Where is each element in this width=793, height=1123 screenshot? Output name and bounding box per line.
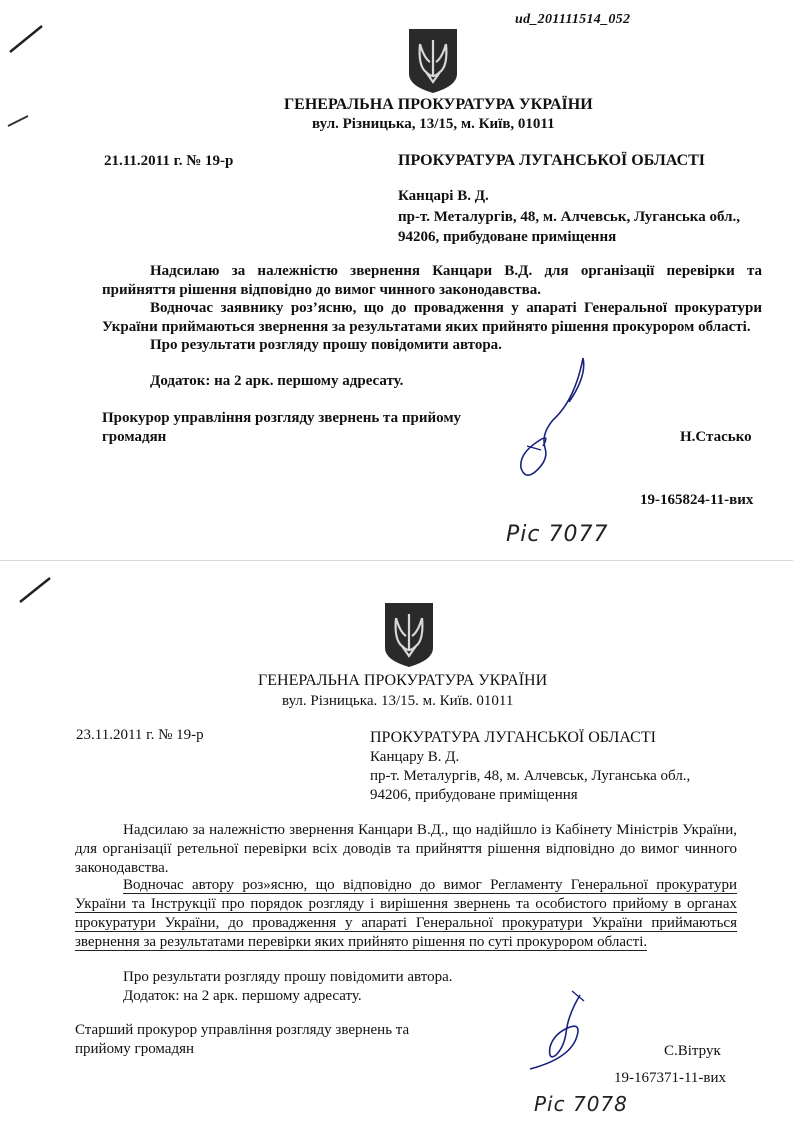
- recipient-name: Канцарі В. Д.: [398, 188, 489, 204]
- signer-title-line-1: Старший прокурор управління розгляду звернень та: [75, 1022, 410, 1038]
- recipient-org: ПРОКУРАТУРА ЛУГАНСЬКОЇ ОБЛАСТІ: [370, 729, 656, 746]
- signature: [510, 985, 600, 1085]
- recipient-address-line-2: 94206, прибудоване приміщення: [370, 787, 578, 803]
- signer-name: С.Вітрук: [664, 1043, 721, 1059]
- date-number: 21.11.2011 г. № 19-р: [104, 153, 234, 169]
- signer-title-line-2: прийому громадян: [75, 1041, 195, 1057]
- outgoing-number: 19-167371-11-вих: [614, 1070, 727, 1086]
- signature: [505, 350, 595, 490]
- handwritten-registration: Pic 7077: [506, 522, 609, 547]
- recipient-name: Канцару В. Д.: [370, 749, 460, 765]
- scan-separator: [0, 560, 793, 561]
- body-paragraph-1: Надсилаю за належністю звернення Канцари В.Д., що надійшло із Кабінету Міністрів України, для організації ретельної перевірки всіх доводів та прийняття рішення відповідно до вимог чинного законодавства.: [75, 822, 737, 876]
- outgoing-number: 19-165824-11-вих: [640, 492, 754, 508]
- trident-emblem-icon: [382, 600, 436, 670]
- body-paragraph-1: Надсилаю за належністю звернення Канцари В.Д. для організації перевірки та прийняття рішення відповідно до вимог чинного законодавства.: [102, 263, 762, 298]
- recipient-address-line-2: 94206, прибудоване приміщення: [398, 229, 617, 245]
- document-code: ud_201111514_052: [515, 12, 631, 27]
- org-title: ГЕНЕРАЛЬНА ПРОКУРАТУРА УКРАЇНИ: [284, 96, 593, 113]
- recipient-address-line-1: пр-т. Металургів, 48, м. Алчевськ, Луганська обл.,: [398, 209, 741, 225]
- org-address: вул. Різницька. 13/15. м. Київ. 01011: [282, 693, 514, 709]
- org-title: ГЕНЕРАЛЬНА ПРОКУРАТУРА УКРАЇНИ: [258, 672, 548, 689]
- punch-mark: [4, 110, 34, 130]
- trident-emblem-icon: [406, 26, 460, 96]
- date-number: 23.11.2011 г. № 19-р: [76, 727, 204, 743]
- recipient-address-line-1: пр-т. Металургів, 48, м. Алчевськ, Луганська обл.,: [370, 768, 691, 784]
- signer-name: Н.Стасько: [680, 429, 752, 445]
- underlined-text: Водночас автору роз»ясню, що відповідно до вимог Регламенту Генеральної прокуратури України та Інструкції про порядок розгляду і вирішення звернень та особистого прийому в органах прокуратури України, до провадження у апараті Генеральної прокуратури України приймаються звернення за результатами перевірки яких прийнято рішення по суті прокурором області.: [75, 877, 737, 950]
- attachment-note: Додаток: на 2 арк. першому адресату.: [123, 988, 362, 1004]
- attachment-note: Додаток: на 2 арк. першому адресату.: [150, 373, 404, 389]
- handwritten-registration: Pic 7078: [534, 1092, 628, 1116]
- punch-mark: [14, 570, 58, 610]
- recipient-org: ПРОКУРАТУРА ЛУГАНСЬКОЇ ОБЛАСТІ: [398, 152, 706, 169]
- signer-title-line-2: громадян: [102, 429, 167, 445]
- body-paragraph-2: [75, 876, 737, 952]
- body-paragraph-3: Про результати розгляду прошу повідомити автора.: [150, 337, 502, 353]
- org-address: вул. Різницька, 13/15, м. Київ, 01011: [312, 116, 555, 132]
- punch-mark: [4, 18, 48, 58]
- body-paragraph-2: Водночас заявнику роз’ясню, що до провадження у апараті Генеральної прокуратури України приймаються звернення за результатами яких прийнято рішення прокурором області.: [102, 300, 762, 335]
- body-paragraph-3: Про результати розгляду прошу повідомити автора.: [123, 969, 453, 985]
- signer-title-line-1: Прокурор управління розгляду звернень та прийому: [102, 410, 462, 426]
